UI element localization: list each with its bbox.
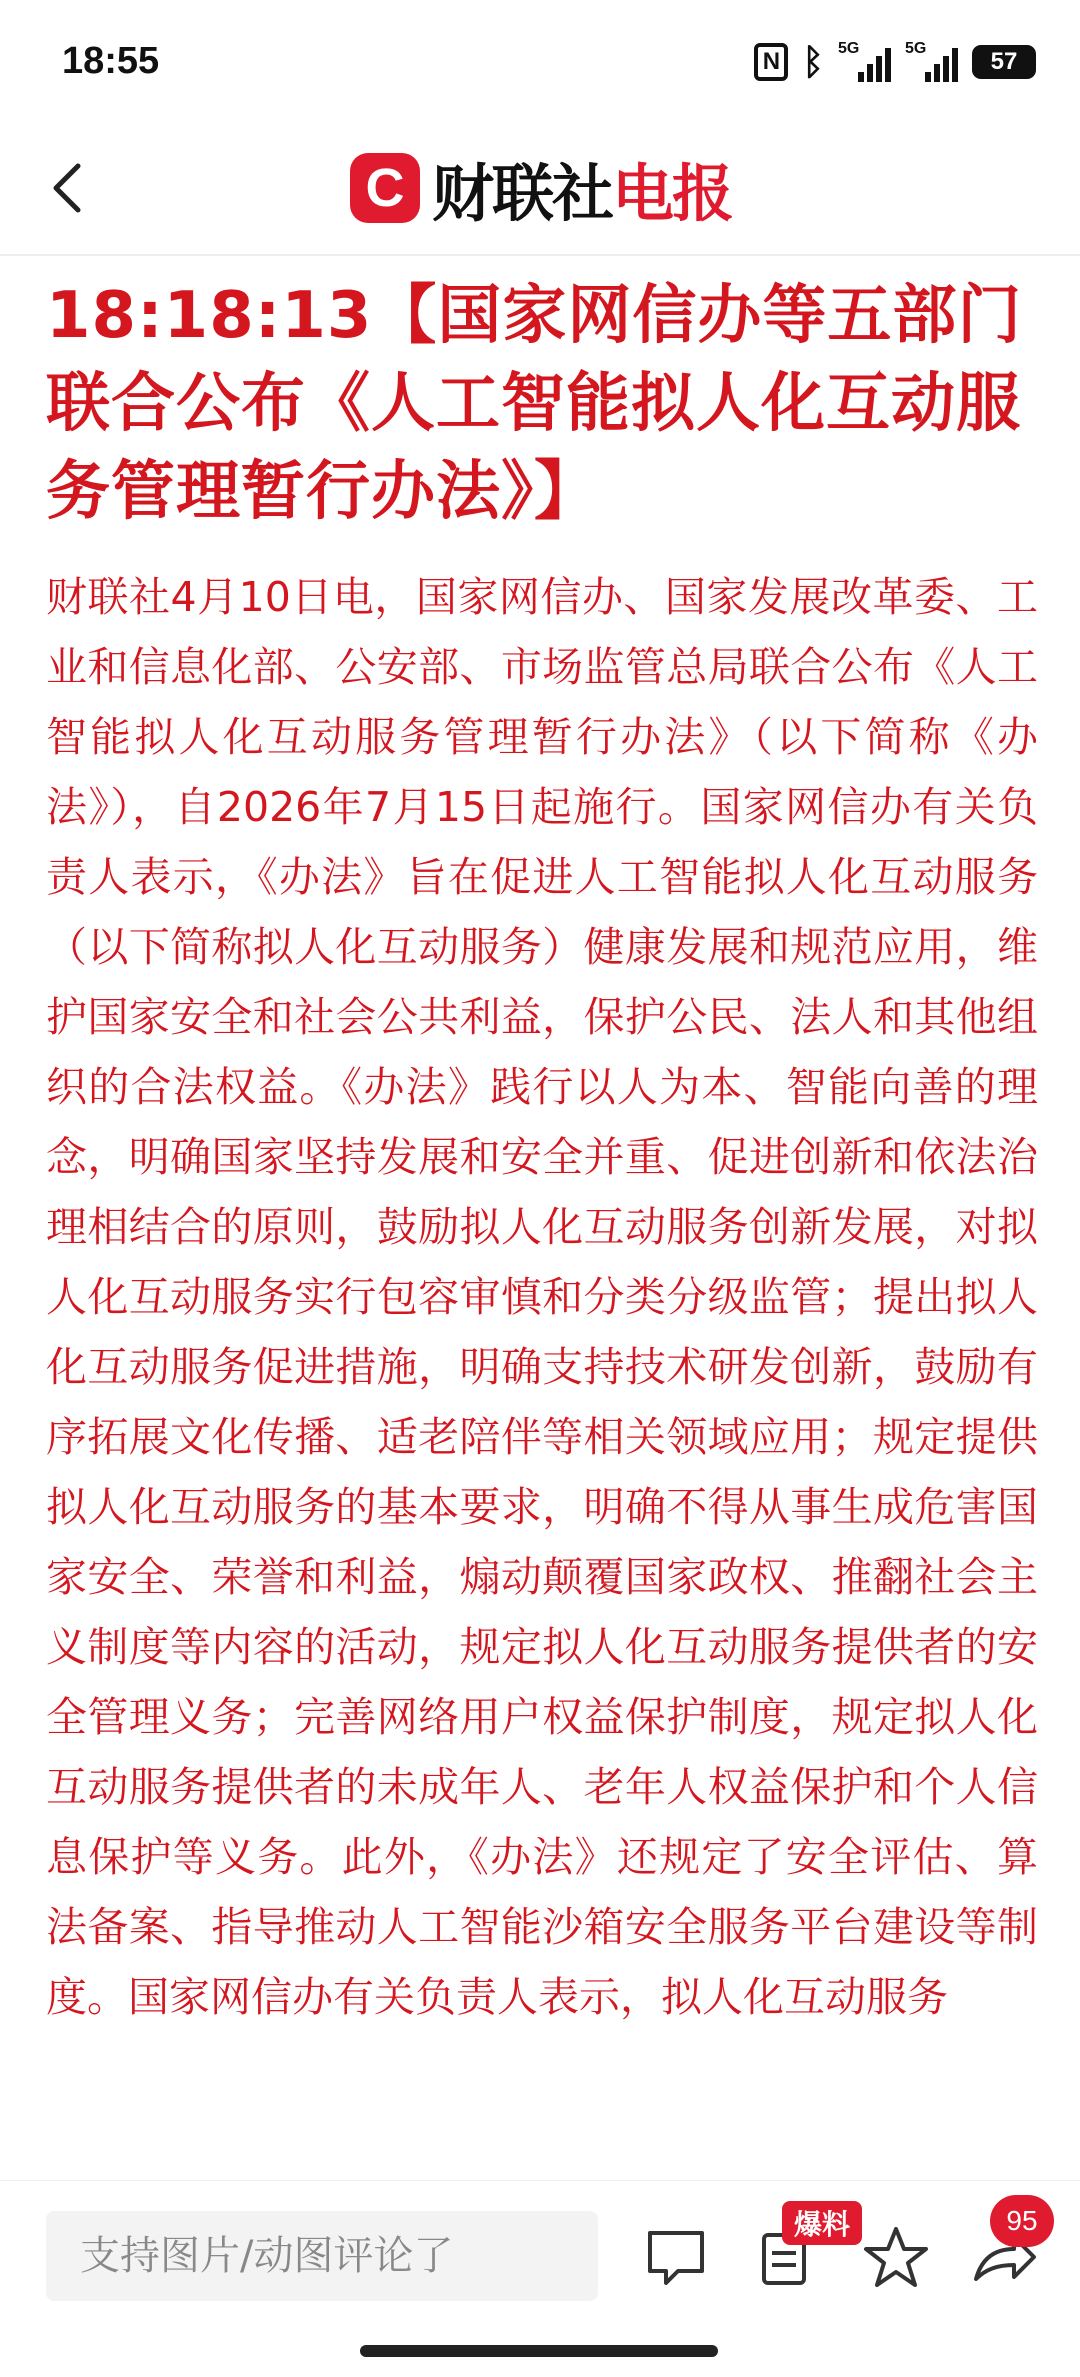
logo-suffix: 电报 — [612, 156, 733, 230]
nfc-icon: N — [754, 43, 788, 81]
share-count-badge: 95 — [990, 2195, 1054, 2247]
article-headline: 18:18:13【国家网信办等五部门联合公布《人工智能拟人化互动服务管理暂行办法》】 — [46, 279, 1023, 529]
logo-mark: C — [350, 153, 420, 223]
signal-label-1: 5G — [838, 40, 860, 57]
bluetooth-icon: ᛒ — [802, 41, 824, 83]
comment-icon[interactable] — [636, 2217, 716, 2297]
article-content — [46, 262, 1038, 2177]
signal-icon-1 — [838, 42, 891, 82]
app-logo — [350, 152, 733, 230]
battery-icon: 57 — [972, 45, 1036, 79]
bottom-action-bar — [0, 2180, 1080, 2377]
status-icons — [754, 40, 1036, 84]
comment-input[interactable]: 支持图片/动图评论了 — [46, 2211, 598, 2301]
star-icon[interactable] — [856, 2217, 936, 2297]
app-header — [0, 120, 1080, 256]
back-arrow-icon[interactable] — [40, 160, 96, 216]
signal-label-2: 5G — [905, 40, 927, 57]
status-time: 18:55 — [62, 40, 160, 82]
logo-name: 财联社 — [432, 156, 613, 230]
article-body: 财联社4月10日电，国家网信办、国家发展改革委、工业和信息化部、公安部、市场监管总局联合公布《人工智能拟人化互动服务管理暂行办法》（以下简称《办法》），自2026年7月15日起施行。国家网信办有关负责人表示，《办法》旨在促进人工智能拟人化互动服务（以下简称拟人化互动服务）健康发展和规范应用，维护国家安全和社会公共利益，保护公民、法人和其他组织的合法权益。《办法》践行以人为本、智能向善的理念，明确国家坚持发展和安全并重、促进创新和依法治理相结合的原则，鼓励拟人化互动服务创新发展，对拟人化互动服务实行包容审慎和分类分级监管；提出拟人化互动服务促进措施，明确支持技术研发创新，鼓励有序拓展文化传播、适老陪伴等相关领域应用；规定提供拟人化互动服务的基本要求，明确不得从事生成危害国家安全、荣誉和利益，煽动颠覆国家政权、推翻社会主义制度等内容的活动，规定拟人化互动服务提供者的安全管理义务；完善网络用户权益保护制度，规定拟人化互动服务提供者的未成年人、老年人权益保护和个人信息保护等义务。此外，《办法》还规定了安全评估、算法备案、指导推动人工智能沙箱安全服务平台建设等制度。国家网信办有关负责人表示，拟人化互动服务 — [46, 573, 1038, 2021]
signal-icon-2 — [905, 42, 958, 82]
baoliao-badge: 爆料 — [782, 2201, 862, 2245]
home-indicator[interactable] — [360, 2345, 718, 2357]
status-bar — [0, 0, 1080, 120]
